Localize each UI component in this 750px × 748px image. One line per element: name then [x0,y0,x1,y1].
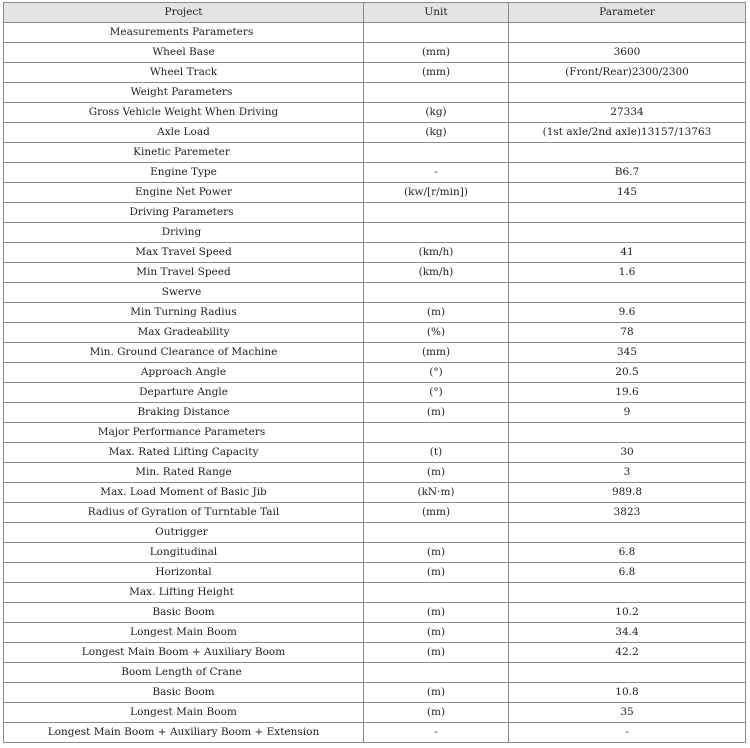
table-row [4,63,746,83]
cell-unit: (mm) [364,63,509,83]
cell-unit: (m) [364,603,509,623]
header-unit: Unit [364,3,509,23]
spec-body [4,23,746,743]
cell-project: Min. Ground Clearance of Machine [4,343,364,363]
table-row [4,623,746,643]
cell-parameter [509,583,746,603]
cell-project: Wheel Track [4,63,364,83]
cell-parameter: 34.4 [509,623,746,643]
cell-project: Longest Main Boom + Auxiliary Boom [4,643,364,663]
cell-parameter: 30 [509,443,746,463]
cell-parameter: 9 [509,403,746,423]
cell-unit: (t) [364,443,509,463]
section-row [4,223,746,243]
cell-project: Min. Rated Range [4,463,364,483]
cell-unit: (m) [364,563,509,583]
cell-project: Driving [4,223,364,243]
cell-parameter: 989.8 [509,483,746,503]
cell-parameter [509,223,746,243]
cell-parameter: (1st axle/2nd axle)13157/13763 [509,123,746,143]
cell-parameter: (Front/Rear)2300/2300 [509,63,746,83]
cell-project: Kinetic Paremeter [4,143,364,163]
cell-project: Major Performance Parameters [4,423,364,443]
cell-parameter: 6.8 [509,563,746,583]
cell-project: Longest Main Boom [4,703,364,723]
section-row [4,423,746,443]
header-project: Project [4,3,364,23]
cell-unit: - [364,163,509,183]
table-row [4,483,746,503]
cell-project: Basic Boom [4,683,364,703]
cell-unit: (°) [364,363,509,383]
cell-unit [364,203,509,223]
cell-unit [364,583,509,603]
cell-project: Wheel Base [4,43,364,63]
cell-project: Braking Distance [4,403,364,423]
table-row [4,643,746,663]
cell-parameter: B6.7 [509,163,746,183]
section-row [4,523,746,543]
section-row [4,143,746,163]
cell-unit: (mm) [364,343,509,363]
cell-parameter: 42.2 [509,643,746,663]
cell-unit: (mm) [364,43,509,63]
table-row [4,123,746,143]
cell-unit: (m) [364,463,509,483]
cell-parameter: 3600 [509,43,746,63]
cell-unit [364,83,509,103]
cell-unit: (%) [364,323,509,343]
cell-unit: (kw/[r/min]) [364,183,509,203]
cell-parameter: 35 [509,703,746,723]
cell-unit [364,143,509,163]
cell-parameter [509,203,746,223]
cell-project: Approach Angle [4,363,364,383]
cell-unit: (m) [364,703,509,723]
cell-unit: (kN·m) [364,483,509,503]
cell-unit: (kg) [364,123,509,143]
cell-project: Engine Type [4,163,364,183]
cell-parameter: 3823 [509,503,746,523]
cell-parameter: 9.6 [509,303,746,323]
cell-project: Radius of Gyration of Turntable Tail [4,503,364,523]
cell-project: Horizontal [4,563,364,583]
section-row [4,283,746,303]
cell-unit [364,223,509,243]
cell-parameter: 6.8 [509,543,746,563]
cell-parameter: 10.8 [509,683,746,703]
cell-parameter [509,423,746,443]
cell-unit: (km/h) [364,263,509,283]
cell-parameter: 345 [509,343,746,363]
cell-project: Axle Load [4,123,364,143]
section-row [4,83,746,103]
cell-project: Max Gradeability [4,323,364,343]
section-row [4,23,746,43]
cell-project: Gross Vehicle Weight When Driving [4,103,364,123]
cell-unit: (m) [364,683,509,703]
table-row [4,183,746,203]
cell-project: Departure Angle [4,383,364,403]
cell-project: Max. Lifting Height [4,583,364,603]
cell-unit: (kg) [364,103,509,123]
cell-unit: (m) [364,303,509,323]
cell-project: Swerve [4,283,364,303]
table-row [4,103,746,123]
cell-unit: (mm) [364,503,509,523]
table-row [4,703,746,723]
spec-table [3,2,746,743]
cell-parameter: 41 [509,243,746,263]
cell-unit [364,663,509,683]
table-row [4,683,746,703]
cell-parameter: 27334 [509,103,746,123]
cell-project: Max. Load Moment of Basic Jib [4,483,364,503]
cell-parameter [509,663,746,683]
cell-unit [364,23,509,43]
section-row [4,583,746,603]
cell-unit [364,523,509,543]
cell-parameter: - [509,723,746,743]
table-row [4,303,746,323]
table-row [4,343,746,363]
cell-parameter [509,283,746,303]
cell-project: Outrigger [4,523,364,543]
cell-unit: (°) [364,383,509,403]
cell-project: Min Travel Speed [4,263,364,283]
cell-project: Basic Boom [4,603,364,623]
table-row [4,383,746,403]
table-row [4,43,746,63]
cell-project: Boom Length of Crane [4,663,364,683]
section-row [4,663,746,683]
cell-project: Measurements Parameters [4,23,364,43]
table-row [4,363,746,383]
cell-unit: (m) [364,643,509,663]
cell-project: Engine Net Power [4,183,364,203]
cell-unit: (m) [364,543,509,563]
cell-unit: - [364,723,509,743]
cell-parameter: 3 [509,463,746,483]
cell-parameter [509,523,746,543]
table-row [4,543,746,563]
cell-unit [364,423,509,443]
table-row [4,603,746,623]
header-row [4,3,746,23]
cell-project: Max. Rated Lifting Capacity [4,443,364,463]
cell-project: Weight Parameters [4,83,364,103]
table-row [4,263,746,283]
cell-unit: (m) [364,623,509,643]
table-row [4,403,746,423]
cell-project: Longest Main Boom + Auxiliary Boom + Extension [4,723,364,743]
cell-project: Driving Parameters [4,203,364,223]
cell-parameter [509,143,746,163]
cell-parameter: 1.6 [509,263,746,283]
cell-parameter: 145 [509,183,746,203]
table-row [4,443,746,463]
cell-project: Longest Main Boom [4,623,364,643]
table-row [4,243,746,263]
table-row [4,723,746,743]
table-row [4,163,746,183]
cell-parameter [509,83,746,103]
cell-project: Min Turning Radius [4,303,364,323]
cell-project: Max Travel Speed [4,243,364,263]
section-row [4,203,746,223]
cell-unit [364,283,509,303]
table-row [4,323,746,343]
cell-parameter: 20.5 [509,363,746,383]
table-row [4,563,746,583]
cell-unit: (m) [364,403,509,423]
cell-parameter: 78 [509,323,746,343]
header-parameter: Parameter [509,3,746,23]
table-row [4,503,746,523]
cell-unit: (km/h) [364,243,509,263]
table-row [4,463,746,483]
cell-parameter [509,23,746,43]
cell-parameter: 10.2 [509,603,746,623]
cell-parameter: 19.6 [509,383,746,403]
cell-project: Longitudinal [4,543,364,563]
